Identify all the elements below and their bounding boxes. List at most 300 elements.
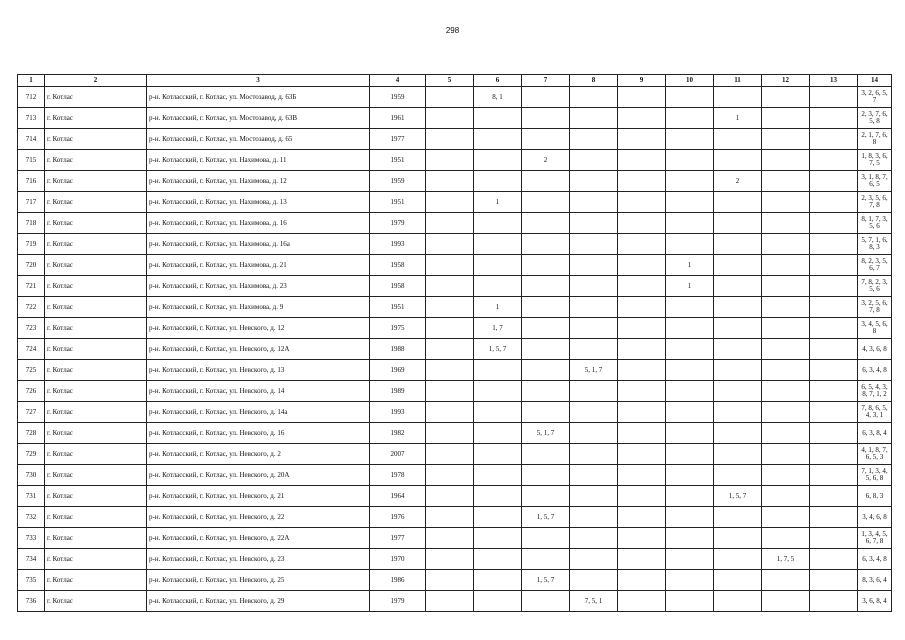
address-cell: р-н. Котласский, г. Котлас, ул. Невского, д. 16 [147, 423, 370, 444]
address-cell: р-н. Котласский, г. Котлас, ул. Нахимова, д. 16а [147, 234, 370, 255]
row-number-cell: 719 [18, 234, 45, 255]
col9-cell [618, 192, 666, 213]
col12-cell [762, 129, 810, 150]
table-row [18, 528, 892, 549]
col13-cell [810, 150, 858, 171]
column-header: 2 [45, 75, 147, 87]
page-number: 298 [445, 26, 460, 35]
col11-cell [714, 213, 762, 234]
col12-cell [762, 297, 810, 318]
col12-cell [762, 486, 810, 507]
col9-cell [618, 339, 666, 360]
col9-cell [618, 402, 666, 423]
row-number-cell: 730 [18, 465, 45, 486]
col9-cell [618, 276, 666, 297]
col9-cell [618, 591, 666, 612]
col8-cell [570, 507, 618, 528]
col9-cell [618, 549, 666, 570]
address-cell: р-н. Котласский, г. Котлас, ул. Невского, д. 14 [147, 381, 370, 402]
col7-cell [522, 465, 570, 486]
address-cell: р-н. Котласский, г. Котлас, ул. Невского, д. 22 [147, 507, 370, 528]
col10-cell [666, 108, 714, 129]
settlement-cell: г. Котлас [45, 423, 147, 444]
settlement-cell: г. Котлас [45, 318, 147, 339]
address-cell: р-н. Котласский, г. Котлас, ул. Нахимова, д. 13 [147, 192, 370, 213]
col14-cell: 3, 6, 8, 4 [858, 591, 892, 612]
row-number-cell: 718 [18, 213, 45, 234]
col10-cell [666, 423, 714, 444]
col14-cell: 8, 1, 7, 3, 5, 6 [858, 213, 892, 234]
row-number-cell: 712 [18, 87, 45, 108]
housing-register-table [17, 74, 892, 612]
year-cell: 1951 [370, 192, 426, 213]
table-row [18, 108, 892, 129]
col13-cell [810, 402, 858, 423]
col5-cell [426, 360, 474, 381]
col13-cell [810, 465, 858, 486]
col10-cell [666, 297, 714, 318]
table-row [18, 570, 892, 591]
col12-cell [762, 360, 810, 381]
address-cell: р-н. Котласский, г. Котлас, ул. Невского, д. 29 [147, 591, 370, 612]
table-row [18, 129, 892, 150]
col12-cell [762, 234, 810, 255]
col6-cell [474, 150, 522, 171]
col6-cell: 8, 1 [474, 87, 522, 108]
col6-cell [474, 528, 522, 549]
col14-cell: 7, 8, 2, 3, 5, 6 [858, 276, 892, 297]
settlement-cell: г. Котлас [45, 150, 147, 171]
column-header: 3 [147, 75, 370, 87]
col9-cell [618, 381, 666, 402]
col7-cell [522, 213, 570, 234]
col5-cell [426, 171, 474, 192]
col11-cell [714, 360, 762, 381]
col7-cell: 5, 1, 7 [522, 423, 570, 444]
col12-cell [762, 276, 810, 297]
table-row [18, 381, 892, 402]
col11-cell [714, 234, 762, 255]
col11-cell [714, 444, 762, 465]
col7-cell [522, 549, 570, 570]
col7-cell [522, 402, 570, 423]
address-cell: р-н. Котласский, г. Котлас, ул. Невского, д. 21 [147, 486, 370, 507]
col8-cell [570, 444, 618, 465]
col14-cell: 1, 3, 4, 5, 6, 7, 8 [858, 528, 892, 549]
settlement-cell: г. Котлас [45, 255, 147, 276]
col5-cell [426, 213, 474, 234]
col5-cell [426, 444, 474, 465]
col10-cell [666, 339, 714, 360]
column-header: 8 [570, 75, 618, 87]
col8-cell: 7, 5, 1 [570, 591, 618, 612]
col9-cell [618, 528, 666, 549]
col8-cell [570, 129, 618, 150]
settlement-cell: г. Котлас [45, 381, 147, 402]
year-cell: 1977 [370, 528, 426, 549]
col12-cell [762, 465, 810, 486]
col5-cell [426, 255, 474, 276]
col8-cell [570, 192, 618, 213]
table-row [18, 423, 892, 444]
year-cell: 1977 [370, 129, 426, 150]
col14-cell: 6, 5, 4, 3, 8, 7, 1, 2 [858, 381, 892, 402]
col11-cell [714, 276, 762, 297]
year-cell: 1993 [370, 402, 426, 423]
year-cell: 1979 [370, 591, 426, 612]
col12-cell [762, 255, 810, 276]
col12-cell [762, 171, 810, 192]
row-number-cell: 721 [18, 276, 45, 297]
address-cell: р-н. Котласский, г. Котлас, ул. Нахимова, д. 21 [147, 255, 370, 276]
col12-cell [762, 528, 810, 549]
col7-cell [522, 171, 570, 192]
col10-cell [666, 528, 714, 549]
col13-cell [810, 360, 858, 381]
col7-cell [522, 192, 570, 213]
col6-cell: 1, 7 [474, 318, 522, 339]
settlement-cell: г. Котлас [45, 465, 147, 486]
col11-cell [714, 507, 762, 528]
col5-cell [426, 192, 474, 213]
table-row [18, 402, 892, 423]
col13-cell [810, 486, 858, 507]
col7-cell [522, 486, 570, 507]
row-number-cell: 731 [18, 486, 45, 507]
table-body [18, 87, 892, 612]
col14-cell: 2, 3, 7, 6, 5, 8 [858, 108, 892, 129]
col13-cell [810, 171, 858, 192]
row-number-cell: 727 [18, 402, 45, 423]
col13-cell [810, 591, 858, 612]
col7-cell [522, 276, 570, 297]
col9-cell [618, 213, 666, 234]
settlement-cell: г. Котлас [45, 570, 147, 591]
col5-cell [426, 381, 474, 402]
table-row [18, 171, 892, 192]
col14-cell: 5, 7, 1, 6, 8, 3 [858, 234, 892, 255]
col11-cell: 2 [714, 171, 762, 192]
col9-cell [618, 486, 666, 507]
col7-cell [522, 129, 570, 150]
table-header [18, 75, 892, 87]
col6-cell [474, 360, 522, 381]
col11-cell: 1, 5, 7 [714, 486, 762, 507]
table-row [18, 192, 892, 213]
table-row [18, 297, 892, 318]
col13-cell [810, 507, 858, 528]
col5-cell [426, 297, 474, 318]
column-header: 4 [370, 75, 426, 87]
col7-cell [522, 255, 570, 276]
col12-cell: 1, 7, 5 [762, 549, 810, 570]
col10-cell [666, 570, 714, 591]
col13-cell [810, 297, 858, 318]
col13-cell [810, 192, 858, 213]
col11-cell [714, 192, 762, 213]
table-row [18, 276, 892, 297]
col10-cell [666, 213, 714, 234]
col6-cell [474, 213, 522, 234]
col8-cell [570, 486, 618, 507]
col10-cell [666, 129, 714, 150]
col9-cell [618, 318, 666, 339]
column-header: 12 [762, 75, 810, 87]
col8-cell [570, 276, 618, 297]
col11-cell [714, 423, 762, 444]
col6-cell: 1 [474, 192, 522, 213]
col14-cell: 1, 8, 3, 6, 7, 5 [858, 150, 892, 171]
col11-cell [714, 297, 762, 318]
col13-cell [810, 255, 858, 276]
address-cell: р-н. Котласский, г. Котлас, ул. Нахимова, д. 12 [147, 171, 370, 192]
column-header: 10 [666, 75, 714, 87]
col12-cell [762, 213, 810, 234]
col10-cell [666, 549, 714, 570]
col10-cell [666, 192, 714, 213]
row-number-cell: 733 [18, 528, 45, 549]
col8-cell [570, 570, 618, 591]
col6-cell [474, 234, 522, 255]
year-cell: 1979 [370, 213, 426, 234]
col6-cell [474, 444, 522, 465]
col11-cell [714, 318, 762, 339]
year-cell: 1986 [370, 570, 426, 591]
settlement-cell: г. Котлас [45, 87, 147, 108]
table-row [18, 234, 892, 255]
col11-cell [714, 129, 762, 150]
address-cell: р-н. Котласский, г. Котлас, ул. Невского, д. 23 [147, 549, 370, 570]
address-cell: р-н. Котласский, г. Котлас, ул. Невского, д. 2 [147, 444, 370, 465]
col5-cell [426, 486, 474, 507]
col14-cell: 2, 1, 7, 6, 8 [858, 129, 892, 150]
col7-cell [522, 87, 570, 108]
col10-cell [666, 465, 714, 486]
row-number-cell: 736 [18, 591, 45, 612]
col7-cell: 1, 5, 7 [522, 507, 570, 528]
col7-cell [522, 528, 570, 549]
address-cell: р-н. Котласский, г. Котлас, ул. Мостозавод, д. 63Б [147, 87, 370, 108]
col14-cell: 6, 3, 4, 8 [858, 549, 892, 570]
row-number-cell: 715 [18, 150, 45, 171]
col7-cell: 2 [522, 150, 570, 171]
year-cell: 1958 [370, 255, 426, 276]
column-header: 5 [426, 75, 474, 87]
col5-cell [426, 465, 474, 486]
year-cell: 1951 [370, 297, 426, 318]
row-number-cell: 716 [18, 171, 45, 192]
row-number-cell: 723 [18, 318, 45, 339]
column-header: 6 [474, 75, 522, 87]
col11-cell [714, 591, 762, 612]
row-number-cell: 720 [18, 255, 45, 276]
col12-cell [762, 444, 810, 465]
table-row [18, 213, 892, 234]
col12-cell [762, 507, 810, 528]
col6-cell [474, 507, 522, 528]
year-cell: 1958 [370, 276, 426, 297]
col6-cell [474, 549, 522, 570]
row-number-cell: 735 [18, 570, 45, 591]
address-cell: р-н. Котласский, г. Котлас, ул. Невского, д. 20А [147, 465, 370, 486]
col13-cell [810, 234, 858, 255]
col12-cell [762, 108, 810, 129]
address-cell: р-н. Котласский, г. Котлас, ул. Невского, д. 22А [147, 528, 370, 549]
year-cell: 1970 [370, 549, 426, 570]
row-number-cell: 713 [18, 108, 45, 129]
col5-cell [426, 507, 474, 528]
table-row [18, 486, 892, 507]
col12-cell [762, 570, 810, 591]
col11-cell [714, 528, 762, 549]
row-number-cell: 734 [18, 549, 45, 570]
col6-cell [474, 591, 522, 612]
col8-cell [570, 213, 618, 234]
settlement-cell: г. Котлас [45, 507, 147, 528]
col10-cell [666, 444, 714, 465]
col5-cell [426, 423, 474, 444]
col13-cell [810, 381, 858, 402]
col12-cell [762, 339, 810, 360]
col10-cell [666, 381, 714, 402]
col8-cell [570, 87, 618, 108]
row-number-cell: 714 [18, 129, 45, 150]
col13-cell [810, 276, 858, 297]
col13-cell [810, 213, 858, 234]
col10-cell [666, 234, 714, 255]
year-cell: 1975 [370, 318, 426, 339]
col8-cell [570, 465, 618, 486]
col10-cell [666, 402, 714, 423]
col14-cell: 6, 3, 4, 8 [858, 360, 892, 381]
col5-cell [426, 402, 474, 423]
table-row [18, 507, 892, 528]
col10-cell [666, 360, 714, 381]
year-cell: 1993 [370, 234, 426, 255]
col5-cell [426, 339, 474, 360]
col10-cell [666, 486, 714, 507]
col14-cell: 3, 4, 6, 8 [858, 507, 892, 528]
settlement-cell: г. Котлас [45, 549, 147, 570]
col8-cell [570, 402, 618, 423]
year-cell: 1982 [370, 423, 426, 444]
col14-cell: 4, 1, 8, 7, 6, 5, 3 [858, 444, 892, 465]
year-cell: 1976 [370, 507, 426, 528]
table-row [18, 255, 892, 276]
address-cell: р-н. Котласский, г. Котлас, ул. Нахимова, д. 9 [147, 297, 370, 318]
col10-cell [666, 318, 714, 339]
col6-cell [474, 255, 522, 276]
col13-cell [810, 528, 858, 549]
table-row [18, 318, 892, 339]
col6-cell: 1 [474, 297, 522, 318]
row-number-cell: 728 [18, 423, 45, 444]
col7-cell [522, 591, 570, 612]
year-cell: 1969 [370, 360, 426, 381]
row-number-cell: 722 [18, 297, 45, 318]
col9-cell [618, 234, 666, 255]
settlement-cell: г. Котлас [45, 444, 147, 465]
column-header: 13 [810, 75, 858, 87]
settlement-cell: г. Котлас [45, 192, 147, 213]
col7-cell [522, 339, 570, 360]
table-row [18, 465, 892, 486]
address-cell: р-н. Котласский, г. Котлас, ул. Невского, д. 12А [147, 339, 370, 360]
col9-cell [618, 255, 666, 276]
col13-cell [810, 423, 858, 444]
col6-cell [474, 381, 522, 402]
col9-cell [618, 507, 666, 528]
col12-cell [762, 402, 810, 423]
col14-cell: 6, 3, 8, 4 [858, 423, 892, 444]
settlement-cell: г. Котлас [45, 297, 147, 318]
column-header: 7 [522, 75, 570, 87]
table-row [18, 549, 892, 570]
col11-cell [714, 549, 762, 570]
col8-cell [570, 297, 618, 318]
col11-cell [714, 339, 762, 360]
col6-cell [474, 465, 522, 486]
col10-cell [666, 171, 714, 192]
col6-cell [474, 129, 522, 150]
col6-cell [474, 570, 522, 591]
year-cell: 1988 [370, 339, 426, 360]
year-cell: 1951 [370, 150, 426, 171]
year-cell: 1989 [370, 381, 426, 402]
col12-cell [762, 591, 810, 612]
col5-cell [426, 150, 474, 171]
settlement-cell: г. Котлас [45, 339, 147, 360]
row-number-cell: 717 [18, 192, 45, 213]
col5-cell [426, 108, 474, 129]
col7-cell [522, 108, 570, 129]
col6-cell [474, 402, 522, 423]
settlement-cell: г. Котлас [45, 213, 147, 234]
col10-cell [666, 591, 714, 612]
col11-cell [714, 465, 762, 486]
col7-cell [522, 234, 570, 255]
col11-cell [714, 402, 762, 423]
col9-cell [618, 423, 666, 444]
col7-cell: 1, 5, 7 [522, 570, 570, 591]
col9-cell [618, 297, 666, 318]
col9-cell [618, 444, 666, 465]
col13-cell [810, 318, 858, 339]
settlement-cell: г. Котлас [45, 402, 147, 423]
column-header: 9 [618, 75, 666, 87]
col14-cell: 3, 4, 5, 6, 8 [858, 318, 892, 339]
year-cell: 2007 [370, 444, 426, 465]
col9-cell [618, 360, 666, 381]
col10-cell [666, 507, 714, 528]
address-cell: р-н. Котласский, г. Котлас, ул. Мостозавод, д. 63В [147, 108, 370, 129]
settlement-cell: г. Котлас [45, 591, 147, 612]
col8-cell: 5, 1, 7 [570, 360, 618, 381]
table-row [18, 87, 892, 108]
col9-cell [618, 87, 666, 108]
col6-cell: 1, 5, 7 [474, 339, 522, 360]
row-number-cell: 732 [18, 507, 45, 528]
table-row [18, 444, 892, 465]
col5-cell [426, 570, 474, 591]
col9-cell [618, 570, 666, 591]
address-cell: р-н. Котласский, г. Котлас, ул. Невского, д. 13 [147, 360, 370, 381]
settlement-cell: г. Котлас [45, 360, 147, 381]
col8-cell [570, 234, 618, 255]
col6-cell [474, 108, 522, 129]
settlement-cell: г. Котлас [45, 234, 147, 255]
table-row [18, 360, 892, 381]
